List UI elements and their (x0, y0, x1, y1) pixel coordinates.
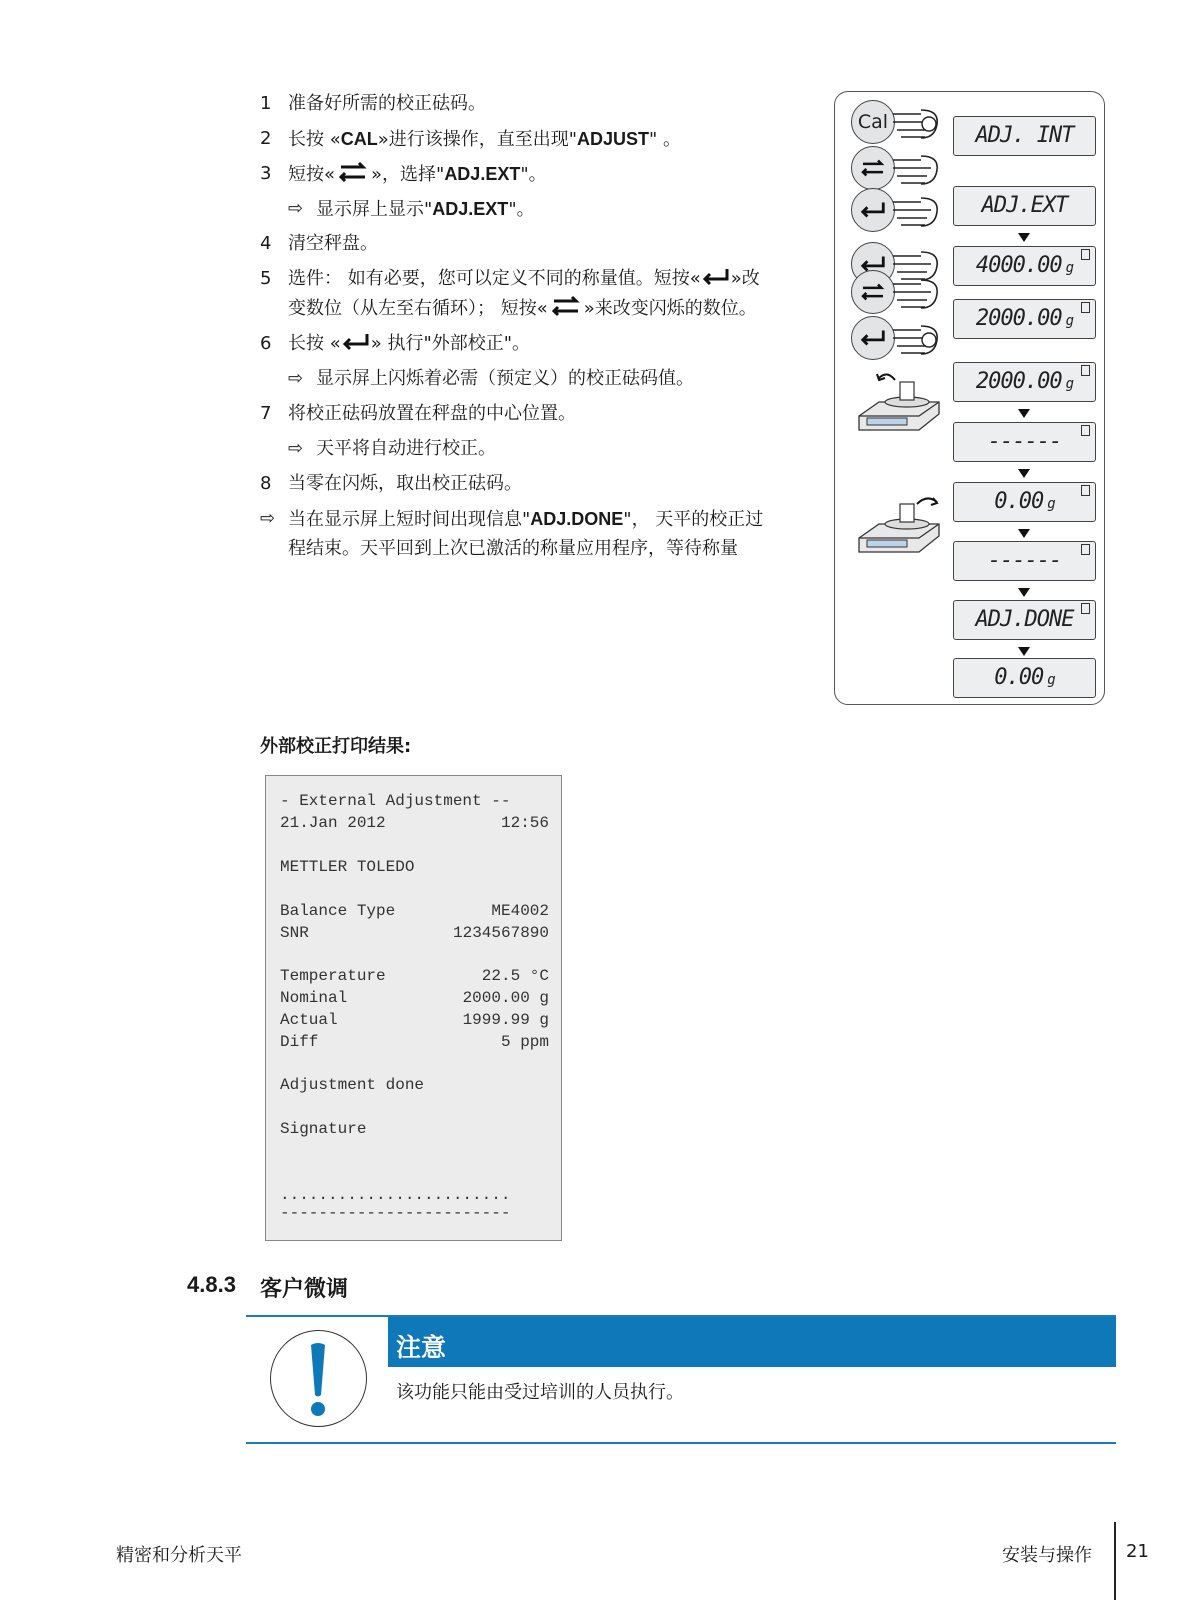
lcd-display: 0.00 g (953, 482, 1096, 522)
enter-icon (859, 200, 887, 220)
notice-text: 该功能只能由受过培训的人员执行。 (396, 1382, 684, 1403)
hand-tap-icon (891, 276, 941, 310)
printout-time: 12:56 (500, 814, 549, 832)
printout-row-label: SNR (280, 924, 309, 942)
printout-row-value: 22.5 °C (481, 967, 549, 985)
printout-row-label: Temperature (280, 967, 386, 985)
footer-chapter: 安装与操作 (1002, 1545, 1092, 1566)
printout-row-value: 5 ppm (500, 1033, 549, 1051)
hand-press-icon (891, 106, 941, 140)
arrow-down-icon (1018, 529, 1030, 538)
hand-tap-icon (891, 194, 941, 228)
toggle-key (851, 270, 895, 314)
warning-icon (270, 1330, 367, 1427)
balance-remove-weight-icon (855, 490, 945, 560)
section-number: 4.8.3 (187, 1272, 236, 1297)
arrow-down-icon (1018, 647, 1030, 656)
arrow-down-icon (1018, 588, 1030, 597)
printout-row-label: Diff (280, 1033, 319, 1051)
lcd-display: 2000.00 g (953, 299, 1096, 339)
lcd-display: 0.00 g (953, 658, 1096, 698)
section-title: 客户微调 (260, 1277, 349, 1302)
printout-dots: ........................ (280, 1186, 511, 1204)
printout-row-value: 1999.99 g (462, 1011, 549, 1029)
hand-tap-icon (891, 152, 941, 186)
arrow-down-icon (1018, 469, 1030, 478)
printout-heading: 外部校正打印结果: (260, 736, 412, 757)
enter-key (851, 316, 895, 360)
toggle-arrows-icon (548, 295, 584, 317)
printout-row-label: Actual (280, 1011, 338, 1029)
notice-title: 注意 (396, 1333, 447, 1362)
procedure-diagram (834, 91, 1105, 705)
lcd-display: ADJ. INT (953, 116, 1096, 156)
printout-title: - External Adjustment -- (280, 792, 511, 810)
printout-row-value: 1234567890 (452, 924, 549, 942)
printout-dashes: ------------------------ (280, 1204, 511, 1222)
hand-press-icon (891, 322, 941, 356)
toggle-arrows-icon (858, 157, 888, 179)
balance-place-weight-icon (855, 368, 945, 438)
printout-done: Adjustment done (280, 1076, 425, 1094)
arrow-down-icon (1018, 409, 1030, 418)
lcd-display: ------ (953, 541, 1096, 581)
printout-row-label: Balance Type (280, 902, 396, 920)
printout-row-label: Nominal (280, 989, 348, 1007)
printout-brand: METTLER TOLEDO (280, 858, 415, 876)
notice-bottom-rule (246, 1442, 1116, 1444)
toggle-key (851, 146, 895, 190)
weight-icon (1081, 302, 1090, 313)
toggle-arrows-icon (335, 161, 371, 183)
arrow-down-icon (1018, 233, 1030, 242)
enter-icon (701, 267, 731, 287)
lcd-display: ADJ.DONE (953, 600, 1096, 640)
lcd-display: 2000.00 g (953, 362, 1096, 402)
toggle-arrows-icon (858, 281, 888, 303)
notice-title-bar (388, 1317, 1116, 1367)
printout-box (265, 775, 562, 1241)
enter-icon (341, 332, 371, 352)
printout-signature: Signature (280, 1120, 367, 1138)
footer-product: 精密和分析天平 (116, 1545, 242, 1566)
weight-icon (1081, 365, 1090, 376)
lcd-display: 4000.00 g (953, 246, 1096, 286)
weight-icon (1081, 485, 1090, 496)
weight-icon (1081, 249, 1090, 260)
page-number: 21 (1126, 1541, 1149, 1562)
lcd-display: ADJ.EXT (953, 186, 1096, 226)
printout-row-value: ME4002 (491, 902, 549, 920)
weight-icon (1081, 544, 1090, 555)
printout-row-value: 2000.00 g (462, 989, 549, 1007)
weight-icon (1081, 603, 1090, 614)
enter-icon (859, 328, 887, 348)
printout-date: 21.Jan 2012 (280, 814, 386, 832)
enter-key (851, 188, 895, 232)
cal-key: Cal (851, 100, 895, 144)
weight-icon (1081, 425, 1090, 436)
footer-divider (1114, 1522, 1116, 1600)
lcd-display: ------ (953, 422, 1096, 462)
